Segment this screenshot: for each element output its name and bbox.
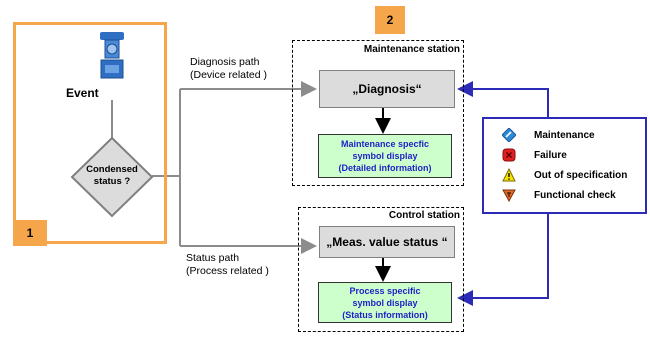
status-path-label: Status path (Process related ) <box>186 252 269 277</box>
out-of-spec-icon <box>502 168 516 182</box>
failure-icon <box>502 148 516 162</box>
control-station-title: Control station <box>388 210 460 221</box>
maintenance-icon <box>502 128 516 142</box>
meas-value-status-box: „Meas. value status “ <box>319 226 455 258</box>
process-symbol-display: Process specific symbol display (Status information) <box>318 282 452 323</box>
diagnosis-box: „Diagnosis“ <box>319 70 455 108</box>
legend-item-maintenance: Maintenance <box>502 127 595 143</box>
diagnosis-path-label: Diagnosis path (Device related ) <box>190 56 268 81</box>
region-1-badge: 1 <box>13 220 47 246</box>
region-2-badge: 2 <box>375 6 405 34</box>
symbol-legend <box>482 117 647 214</box>
maintenance-station-title: Maintenance station <box>363 44 460 55</box>
functional-check-icon <box>502 188 516 202</box>
condensed-status-label: Condensed status ? <box>86 164 138 187</box>
transmitter-device-icon <box>96 30 128 82</box>
legend-item-out-of-spec: Out of specification <box>502 167 627 183</box>
legend-item-functional-check: Functional check <box>502 187 616 203</box>
legend-item-failure: Failure <box>502 147 567 163</box>
event-label: Event <box>66 86 99 100</box>
maintenance-symbol-display: Maintenance specfic symbol display (Detailed information) <box>318 134 452 178</box>
